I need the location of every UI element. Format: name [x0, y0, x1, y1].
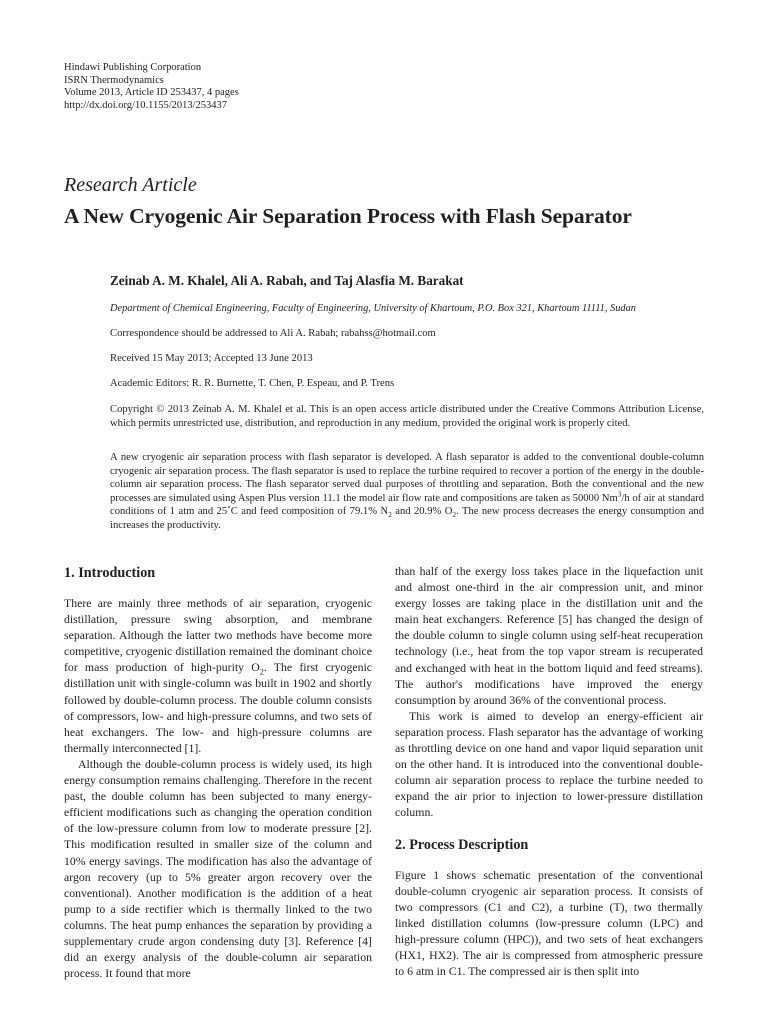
- abstract-text: . The new process decreases the energy consumption and increases the productivity.: [110, 506, 705, 531]
- subscript: 2: [259, 667, 264, 677]
- abstract-text: A new cryogenic air separation process with flash separator is developed. A flash separator is added to the conventional double-column cryogenic air separation process. The flash separator is used to replace the turbine required to recover a portion of the energy in the double-column air separation process. The flash separator served dual purposes of throttling and separation. Both the conventional and the new processes are simulated using Aspen Plus version 11.1 the model air flow rate and compositions are taken as 50000 Nm: [110, 452, 704, 504]
- paragraph-text: . The first cryogenic distillation unit with single-column was built in 1902 and shortly followed by double-column process. The double column consists of compressors, low- and high-pressure columns, and two sets of heat exchangers. The low- and high-pressure columns are thermally interconnected [1].: [64, 660, 372, 755]
- volume-info: Volume 2013, Article ID 253437, 4 pages: [64, 87, 239, 98]
- doi-link[interactable]: http://dx.doi.org/10.1155/2013/253437: [64, 99, 228, 111]
- left-column: [64, 563, 372, 981]
- introduction-heading: 1. Introduction: [64, 565, 156, 581]
- received-accepted-dates: Received 15 May 2013; Accepted 13 June 2013: [110, 353, 313, 364]
- correspondence: Correspondence should be addressed to Ali A. Rabah; rabahss@hotmail.com: [110, 328, 436, 339]
- copyright-notice: Copyright © 2013 Zeinab A. M. Khalel et al. This is an open access article distributed under the Creative Commons Attribution License, which permits unrestricted use, distribution, and reproduction in any medium, provided the original work is properly cited.: [110, 404, 704, 429]
- author-list: Zeinab A. M. Khalel, Ali A. Rabah, and Taj Alasfia M. Barakat: [110, 273, 464, 288]
- abstract-sup: 3: [617, 489, 622, 499]
- journal-name: ISRN Thermodynamics: [64, 74, 164, 86]
- abstract-text: C and feed composition of 79.1% N: [230, 506, 389, 518]
- intro-paragraph-2: Although the double-column process is widely used, its high energy consumption remains challenging. Therefore in the recent past, the double column has been subjected to many energy-efficient modifications such as changing the operation condition of the low-pressure column from low to moderate pressure [2]. This modification resulted in smaller size of the column and 10% energy savings. The modification has also the advantage of argon recovery (up to 5% greater argon recovery over the conventional). Another modification is the addition of a heat pump to a side rectifier which is thermally linked to the two columns. The heat pump enhances the separation by providing a supplementary crude argon condensing duty [3]. Reference [4] did an exergy analysis of the double-column air separation process. It found that more: [64, 756, 372, 981]
- intro-paragraph-4: This work is aimed to develop an energy-efficient air separation process. Flash separator has the advantage of working as throttling device on one hand and vapor liquid separation unit on the other hand. It is introduced into the conventional double-column air separation process to replace the turbine needed to expand the air prior to injection to lower-pressure distillation column.: [395, 708, 703, 820]
- abstract-text: /h of air at standard conditions of 1 atm and 25: [110, 492, 704, 518]
- paragraph-text: There are mainly three methods of air separation, cryogenic distillation, pressure swing absorption, and membrane separation. Although the latter two methods have become more competitive, cryogenic distillation remained the dominant choice for mass production of high-purity O: [64, 596, 372, 675]
- article-type: Research Article: [64, 174, 197, 196]
- abstract-sub: 2: [388, 510, 392, 520]
- process-description-heading: 2. Process Description: [395, 836, 529, 853]
- journal-header: [64, 62, 239, 112]
- academic-editors: Academic Editors: R. R. Burnette, T. Chen, P. Espeau, and P. Trens: [110, 378, 395, 389]
- abstract-sub: 2: [452, 510, 457, 520]
- publisher-name: Hindawi Publishing Corporation: [64, 62, 202, 73]
- abstract-text: and 20.9% O: [391, 506, 453, 518]
- right-column: [395, 563, 703, 979]
- affiliation: Department of Chemical Engineering, Faculty of Engineering, University of Khartoum, P.O. Box 321, Khartoum 11111, Sudan: [110, 303, 637, 314]
- process-paragraph-1: Figure 1 shows schematic presentation of the conventional double-column cryogenic air separation process. It consists of two compressors (C1 and C2), a turbine (T), two thermally linked distillation columns (low-pressure column (LPC) and high-pressure column (HPC)), and two sets of heat exchangers (HX1, HX2). The air is compressed from atmospheric pressure to 6 atm in C1. The compressed air is then split into: [395, 867, 703, 979]
- intro-paragraph-3: than half of the exergy loss takes place in the liquefaction unit and almost one-third in the air compression unit, and minor exergy losses are taking place in the distillation unit and the main heat exchangers. Reference [5] has changed the design of the double column to single column using self-heat recuperation technology (i.e., heat from the top vapor stream is recuperated and exchanged with heat in the bottom liquid and feed streams). The author's modifications have improved the energy consumption by around 36% of the conventional process.: [395, 564, 703, 707]
- intro-paragraph-1: [64, 595, 372, 756]
- degree-symbol: ∘: [227, 502, 231, 512]
- article-title: A New Cryogenic Air Separation Process with Flash Separator: [64, 204, 632, 228]
- abstract: [110, 451, 704, 533]
